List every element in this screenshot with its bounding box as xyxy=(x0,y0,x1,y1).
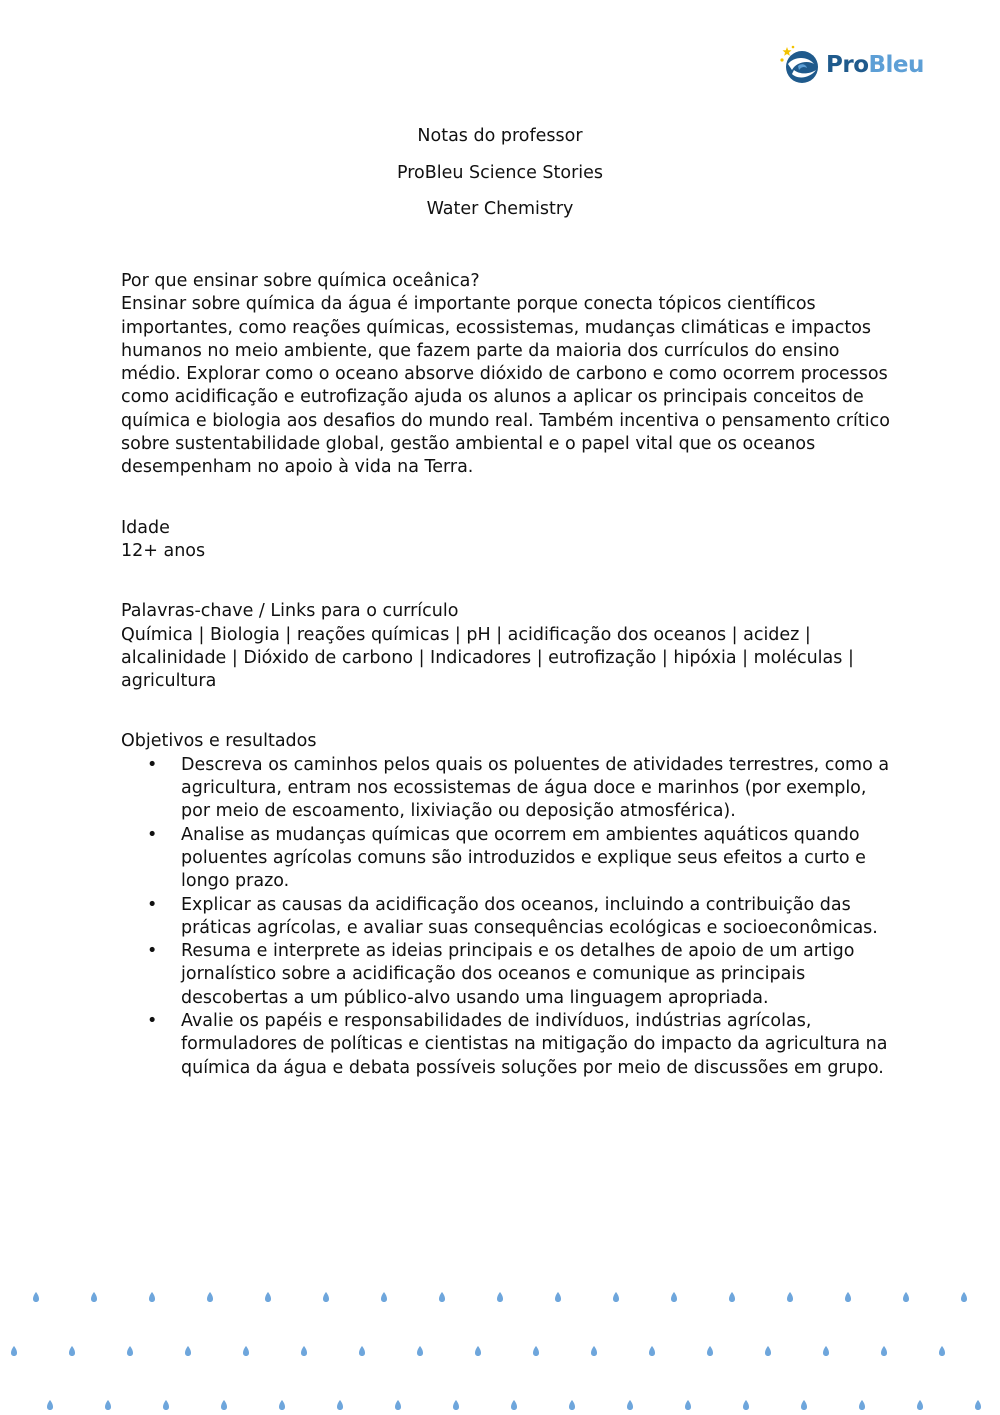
droplet-icon xyxy=(127,1346,133,1356)
objective-item: • Analise as mudanças químicas que ocorrem em ambientes aquáticos quando poluentes agrícolas comuns são introduzidos e explique seus efeitos a curto e longo prazo. xyxy=(121,824,891,894)
droplet-icon xyxy=(359,1346,365,1356)
droplet-icon xyxy=(649,1346,655,1356)
droplet-icon xyxy=(743,1400,749,1410)
droplet-icon xyxy=(243,1346,249,1356)
droplet-icon xyxy=(91,1292,97,1302)
droplet-icon xyxy=(163,1400,169,1410)
droplet-icon xyxy=(475,1346,481,1356)
droplet-icon xyxy=(221,1400,227,1410)
droplet-icon xyxy=(149,1292,155,1302)
objective-item: • Resuma e interprete as ideias principais e os detalhes de apoio de um artigo jornalístico sobre a acidificação dos oceanos e comunique as principais descobertas a um público-alvo usando uma linguagem apropriada. xyxy=(121,940,891,1010)
droplet-icon xyxy=(569,1400,575,1410)
droplet-icon xyxy=(939,1346,945,1356)
probleu-swirl-icon xyxy=(778,44,820,86)
droplet-icon xyxy=(439,1292,445,1302)
objective-item: • Avalie os papéis e responsabilidades de indivíduos, indústrias agrícolas, formuladores de políticas e cientistas na mitigação do impacto da agricultura na química da água e debata possíveis soluções por meio de discussões em grupo. xyxy=(121,1010,891,1080)
droplet-icon xyxy=(801,1400,807,1410)
droplet-icon xyxy=(279,1400,285,1410)
droplet-icon xyxy=(845,1292,851,1302)
decorative-droplet-pattern xyxy=(0,1280,1000,1415)
droplet-icon xyxy=(685,1400,691,1410)
objective-item: • Descreva os caminhos pelos quais os poluentes de atividades terrestres, como a agricultura, entram nos ecossistemas de água doce e marinhos (por exemplo, por meio de escoamento, lixiviação ou deposição atmosférica). xyxy=(121,754,891,824)
droplet-icon xyxy=(903,1292,909,1302)
document-header xyxy=(0,118,1000,228)
age-section xyxy=(121,517,891,564)
droplet-icon xyxy=(453,1400,459,1410)
why-body: Ensinar sobre química da água é importante porque conecta tópicos científicos importantes, como reações químicas, ecossistemas, mudanças climáticas e impactos humanos no meio ambiente, que fazem parte da maioria dos currículos do ensino médio. Explorar como o oceano absorve dióxido de carbono e como ocorrem processos como acidificação e eutrofização ajuda os alunos a aplicar os principais conceitos de química e biologia aos desafios do mundo real. Também incentiva o pensamento crítico sobre sustentabilidade global, gestão ambiental e o papel vital que os oceanos desempenham no apoio à vida na Terra. xyxy=(121,294,890,478)
droplet-icon xyxy=(337,1400,343,1410)
probleu-logo xyxy=(778,42,928,88)
droplet-icon xyxy=(511,1400,517,1410)
droplet-icon xyxy=(823,1346,829,1356)
objectives-heading: Objetivos e resultados xyxy=(121,731,317,752)
objectives-list xyxy=(121,754,891,1080)
droplet-icon xyxy=(301,1346,307,1356)
keywords-heading: Palavras-chave / Links para o currículo xyxy=(121,601,459,622)
droplet-icon xyxy=(47,1400,53,1410)
droplet-icon xyxy=(627,1400,633,1410)
header-line-1: Notas do professor xyxy=(417,126,583,146)
keywords-text: Química | Biologia | reações químicas | pH | acidificação dos oceanos | acidez | alcalinidade | Dióxido de carbono | Indicadores | eutrofização | hipóxia | moléculas | agricultura xyxy=(121,624,854,692)
droplet-icon xyxy=(105,1400,111,1410)
droplet-icon xyxy=(185,1346,191,1356)
header-line-3: Water Chemistry xyxy=(426,199,574,219)
objectives-section xyxy=(121,730,891,1079)
droplet-icon xyxy=(881,1346,887,1356)
document-content xyxy=(121,270,891,1117)
header-line-2: ProBleu Science Stories xyxy=(396,162,604,183)
why-heading: Por que ensinar sobre química oceânica? xyxy=(121,271,480,291)
droplet-icon xyxy=(265,1292,271,1302)
objective-item: • Explicar as causas da acidificação dos oceanos, incluindo a contribuição das práticas agrícolas, e avaliar suas consequências ecológicas e socioeconômicas. xyxy=(121,894,891,941)
droplet-icon xyxy=(613,1292,619,1302)
droplet-icon xyxy=(765,1346,771,1356)
droplet-icon xyxy=(961,1292,967,1302)
droplet-icon xyxy=(11,1346,17,1356)
droplet-icon xyxy=(69,1346,75,1356)
brand-name: ProBleu xyxy=(826,52,924,78)
droplet-icon xyxy=(381,1292,387,1302)
droplet-icon xyxy=(591,1346,597,1356)
age-heading: Idade xyxy=(121,517,170,538)
droplet-icon xyxy=(859,1400,865,1410)
droplet-icon xyxy=(417,1346,423,1356)
droplet-icon xyxy=(671,1292,677,1302)
droplet-icon xyxy=(323,1292,329,1302)
droplet-icon xyxy=(33,1292,39,1302)
droplet-icon xyxy=(207,1292,213,1302)
why-section xyxy=(121,270,891,480)
droplet-icon xyxy=(533,1346,539,1356)
droplet-icon xyxy=(395,1400,401,1410)
droplet-icon xyxy=(729,1292,735,1302)
droplet-icon xyxy=(555,1292,561,1302)
droplet-icon xyxy=(787,1292,793,1302)
age-value: 12+ anos xyxy=(121,540,206,561)
keywords-section xyxy=(121,600,891,693)
droplet-icon xyxy=(975,1400,981,1410)
droplet-icon xyxy=(707,1346,713,1356)
droplet-icon xyxy=(917,1400,923,1410)
droplet-icon xyxy=(497,1292,503,1302)
